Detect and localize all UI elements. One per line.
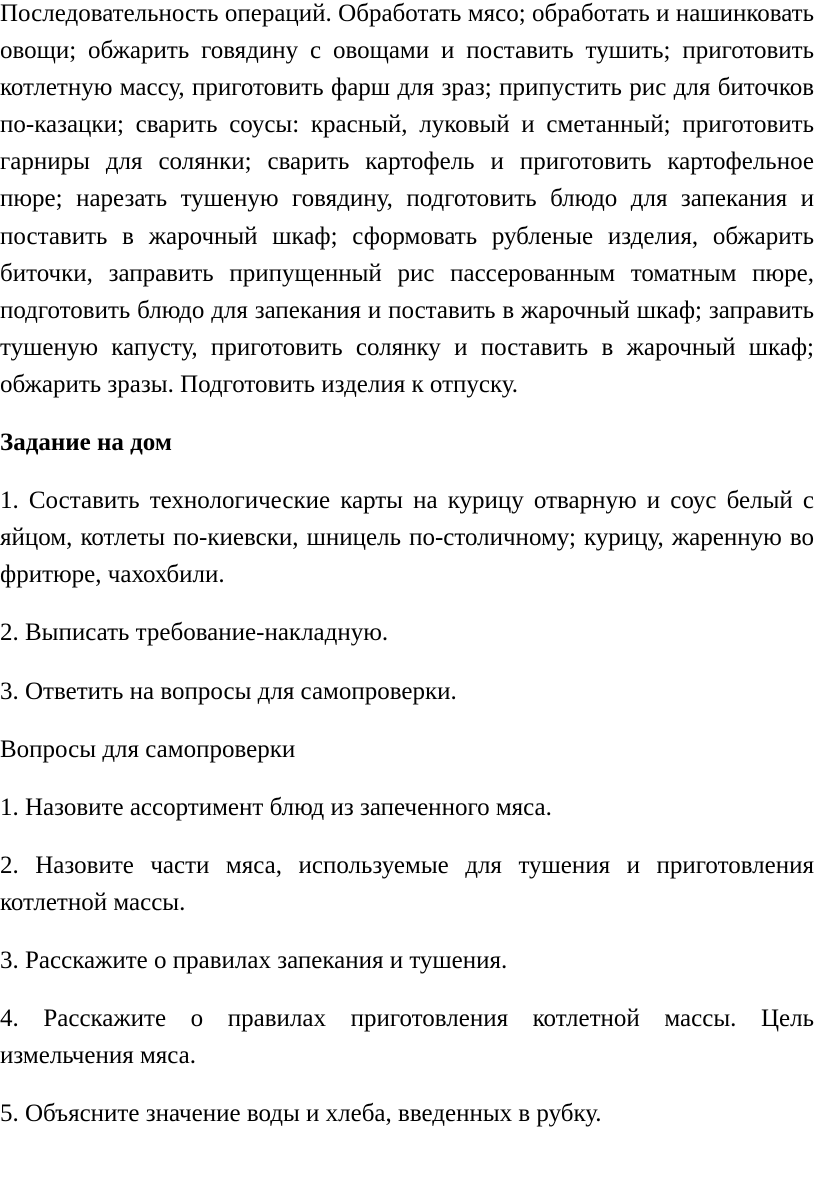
homework-item: 1. Составить технологические карты на курицу отварную и соус белый с яйцом, котлеты по-киевски, шницель по-столичному; курицу, жаренную во фритюре, чахохбили.	[0, 487, 814, 589]
intro-paragraph: Последовательность операций. Обработать мясо; обработать и нашинковать овощи; обжарить говядину с овощами и поставить тушить; приготовить котлетную массу, приготовить фарш для зраз; припустить рис для биточков по-казацки; сварить соусы: красный, луковый и сметанный; приготовить гарниры для солянки; сварить картофель и приготовить картофельное пюре; нарезать тушеную говядину, подготовить блюдо для запекания и поставить в жарочный шкаф; сформовать рубленые изделия, обжарить биточки, заправить припущенный рис пассерованным томатным пюре, подготовить блюдо для запекания и поставить в жарочный шкаф; заправить тушеную капусту, приготовить солянку и поставить в жарочный шкаф; обжарить зразы. Подготовить изделия к отпуску.	[0, 0, 814, 398]
homework-item: 2. Выписать требование-накладную.	[0, 619, 389, 647]
questions-heading: Вопросы для самопроверки	[0, 735, 296, 763]
question-item: 1. Назовите ассортимент блюд из запеченного мяса.	[0, 793, 552, 821]
question-item: 5. Объясните значение воды и хлеба, введенных в рубку.	[0, 1100, 602, 1128]
question-item: 2. Назовите части мяса, используемые для тушения и приготовления котлетной массы.	[0, 851, 814, 916]
question-item: 3. Расскажите о правилах запекания и тушения.	[0, 946, 508, 974]
homework-heading: Задание на дом	[0, 429, 172, 457]
homework-item: 3. Ответить на вопросы для самопроверки.	[0, 677, 457, 705]
question-item: 4. Расскажите о правилах приготовления котлетной массы. Цель измельчения мяса.	[0, 1005, 814, 1070]
